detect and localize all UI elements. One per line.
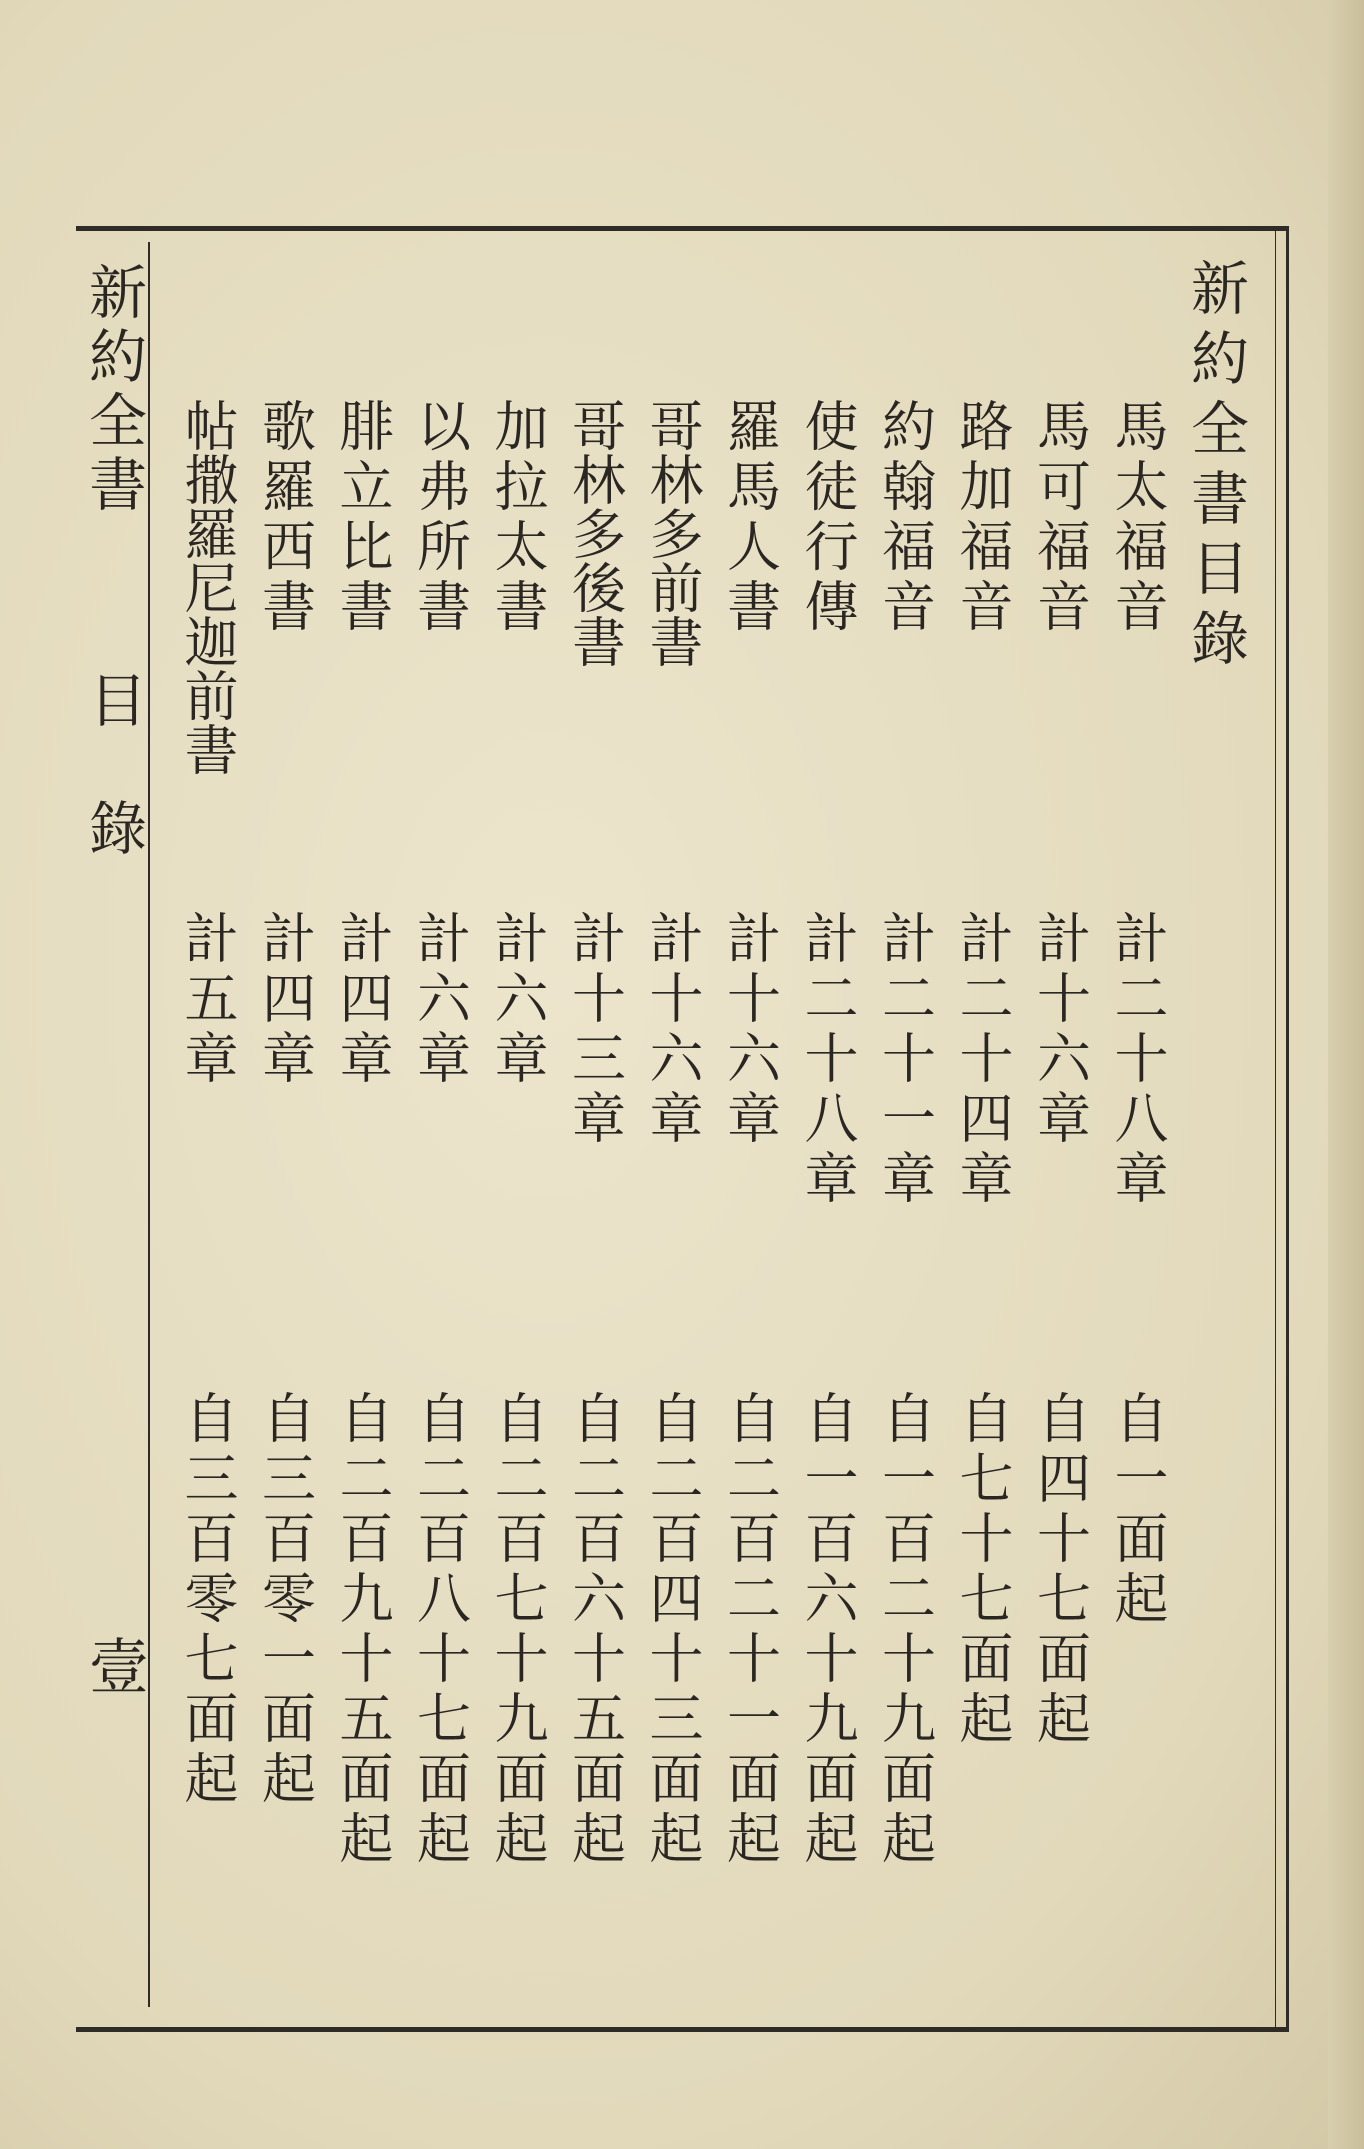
toc-chapter-count: 計十六章: [641, 910, 704, 1150]
toc-title: 新約全書目錄: [1181, 258, 1249, 678]
toc-book-name: 以弗所書: [408, 398, 472, 638]
toc-book-name: 使徒行傳: [796, 398, 859, 638]
toc-book-name: 哥林多後書: [563, 398, 627, 668]
margin-section-label: 目 錄: [79, 670, 147, 862]
toc-start-page: 自四十七面起: [1028, 1390, 1092, 1750]
toc-chapter-count: 計二十一章: [873, 910, 937, 1210]
toc-start-page: 自三百零一面起: [253, 1390, 317, 1810]
toc-book-name: 馬太福音: [1106, 398, 1169, 638]
toc-start-page: 自七十七面起: [951, 1390, 1014, 1750]
margin-divider: [148, 242, 150, 2007]
toc-start-page: 自三百零七面起: [176, 1390, 239, 1810]
toc-start-page: 自一百二十九面起: [873, 1390, 937, 1870]
toc-book-name: 約翰福音: [873, 398, 937, 638]
toc-chapter-count: 計四章: [331, 910, 394, 1090]
toc-book-name: 哥林多前書: [641, 398, 704, 668]
page-edge: [1328, 0, 1364, 2149]
toc-book-name: 加拉太書: [486, 398, 549, 638]
toc-chapter-count: 計五章: [176, 910, 239, 1090]
toc-book-name: 歌羅西書: [253, 398, 317, 638]
toc-start-page: 自二百八十七面起: [408, 1390, 472, 1870]
toc-chapter-count: 計四章: [253, 910, 317, 1090]
toc-chapter-count: 計十三章: [563, 910, 627, 1150]
toc-start-page: 自二百九十五面起: [331, 1390, 394, 1870]
toc-book-name: 羅馬人書: [718, 398, 782, 638]
toc-start-page: 自二百六十五面起: [563, 1390, 627, 1870]
toc-start-page: 自二百四十三面起: [641, 1390, 704, 1870]
toc-book-name: 腓立比書: [331, 398, 394, 638]
toc-chapter-count: 計六章: [408, 910, 472, 1090]
toc-chapter-count: 計二十四章: [951, 910, 1014, 1210]
toc-start-page: 自一百六十九面起: [796, 1390, 859, 1870]
toc-start-page: 自一面起: [1106, 1390, 1169, 1630]
toc-book-name: 馬可福音: [1028, 398, 1092, 638]
toc-start-page: 自二百二十一面起: [718, 1390, 782, 1870]
toc-book-name: 帖撒羅尼迦前書: [176, 398, 239, 776]
toc-book-name: 路加福音: [951, 398, 1014, 638]
page-number: 壹: [79, 1635, 149, 1701]
toc-chapter-count: 計十六章: [718, 910, 782, 1150]
margin-book-title: 新約全書: [79, 262, 147, 518]
frame-inner-rule: [1275, 231, 1286, 2027]
toc-chapter-count: 計二十八章: [1106, 910, 1169, 1210]
toc-start-page: 自二百七十九面起: [486, 1390, 549, 1870]
toc-chapter-count: 計十六章: [1028, 910, 1092, 1150]
toc-chapter-count: 計二十八章: [796, 910, 859, 1210]
toc-chapter-count: 計六章: [486, 910, 549, 1090]
